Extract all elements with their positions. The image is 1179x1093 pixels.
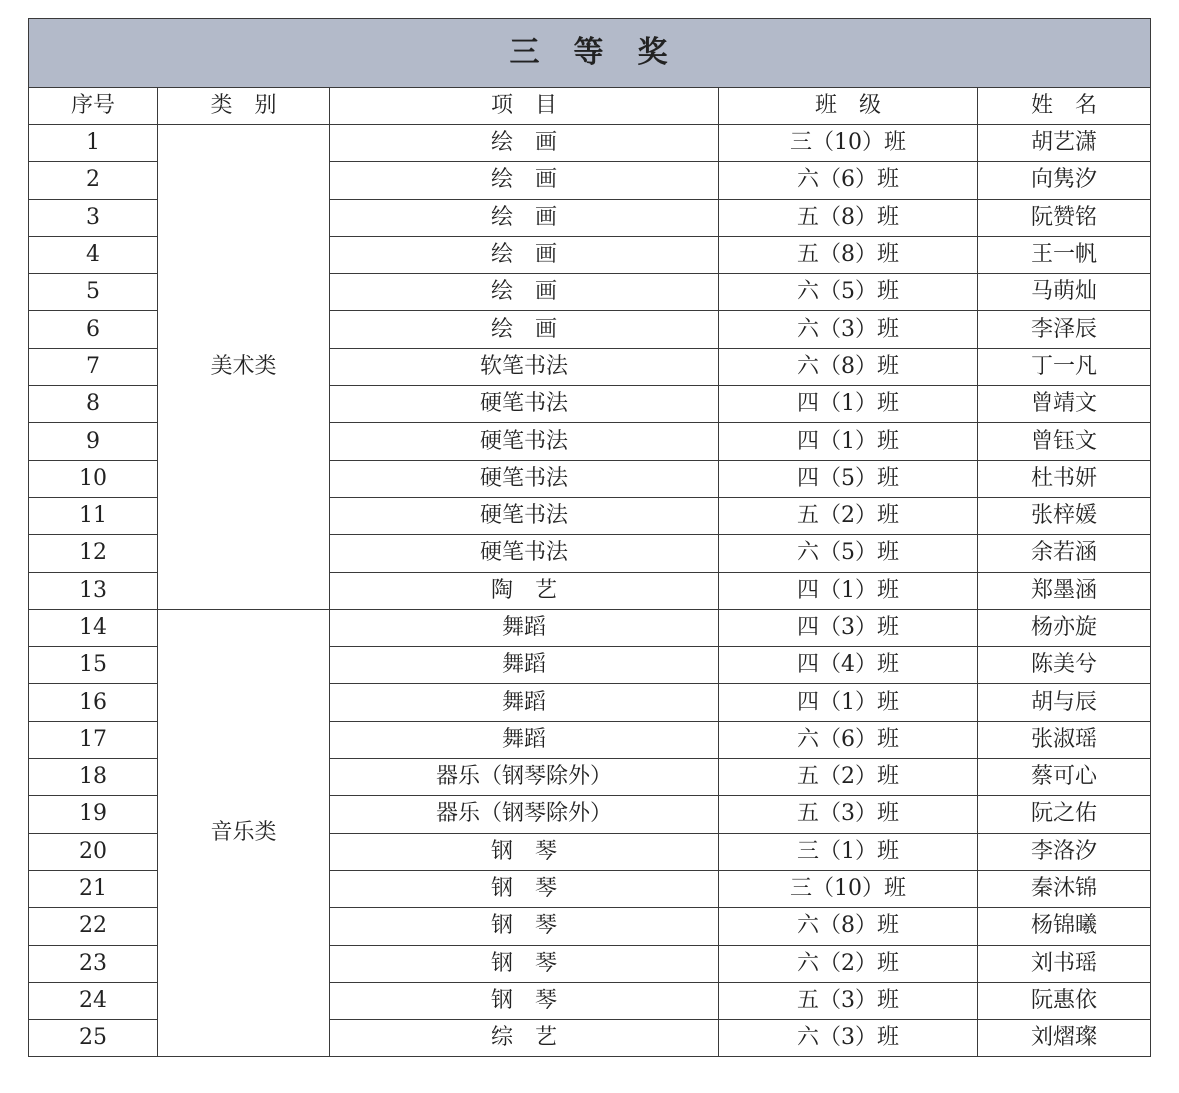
row-class: 三（10）班 [719, 870, 978, 907]
row-project: 硬笔书法 [330, 386, 719, 423]
row-seq: 6 [29, 311, 158, 348]
row-project: 器乐（钢琴除外） [330, 796, 719, 833]
row-class: 四（4）班 [719, 647, 978, 684]
row-seq: 22 [29, 908, 158, 945]
row-name: 张淑瑶 [978, 721, 1151, 758]
row-seq: 5 [29, 274, 158, 311]
row-name: 阮赞铭 [978, 199, 1151, 236]
row-name: 秦沐锦 [978, 870, 1151, 907]
row-seq: 13 [29, 572, 158, 609]
row-class: 六（8）班 [719, 908, 978, 945]
row-seq: 11 [29, 497, 158, 534]
row-project: 绘 画 [330, 162, 719, 199]
table-title: 三 等 奖 [29, 19, 1151, 88]
row-class: 六（6）班 [719, 721, 978, 758]
row-project: 钢 琴 [330, 982, 719, 1019]
row-name: 杜书妍 [978, 460, 1151, 497]
row-name: 李泽辰 [978, 311, 1151, 348]
table-row [29, 125, 1151, 162]
row-project: 舞蹈 [330, 647, 719, 684]
row-seq: 14 [29, 609, 158, 646]
row-name: 曾靖文 [978, 386, 1151, 423]
row-name: 王一帆 [978, 236, 1151, 273]
row-project: 硬笔书法 [330, 497, 719, 534]
row-seq: 8 [29, 386, 158, 423]
row-seq: 7 [29, 348, 158, 385]
row-seq: 23 [29, 945, 158, 982]
row-class: 五（2）班 [719, 759, 978, 796]
row-category: 音乐类 [158, 609, 330, 1057]
row-project: 舞蹈 [330, 721, 719, 758]
row-seq: 9 [29, 423, 158, 460]
row-name: 刘熠璨 [978, 1020, 1151, 1057]
row-class: 六（2）班 [719, 945, 978, 982]
row-class: 三（10）班 [719, 125, 978, 162]
row-class: 四（1）班 [719, 423, 978, 460]
row-seq: 1 [29, 125, 158, 162]
row-seq: 19 [29, 796, 158, 833]
row-name: 张梓媛 [978, 497, 1151, 534]
row-class: 四（1）班 [719, 684, 978, 721]
row-class: 六（3）班 [719, 311, 978, 348]
row-project: 绘 画 [330, 199, 719, 236]
row-seq: 17 [29, 721, 158, 758]
row-project: 钢 琴 [330, 945, 719, 982]
row-name: 李洛汐 [978, 833, 1151, 870]
row-name: 阮之佑 [978, 796, 1151, 833]
row-seq: 20 [29, 833, 158, 870]
row-seq: 15 [29, 647, 158, 684]
row-class: 五（3）班 [719, 796, 978, 833]
header-category: 类 别 [158, 88, 330, 125]
row-project: 硬笔书法 [330, 423, 719, 460]
row-class: 五（8）班 [719, 236, 978, 273]
table-row [29, 609, 1151, 646]
row-name: 杨亦旋 [978, 609, 1151, 646]
row-seq: 10 [29, 460, 158, 497]
header-seq: 序号 [29, 88, 158, 125]
row-project: 陶 艺 [330, 572, 719, 609]
row-seq: 2 [29, 162, 158, 199]
row-name: 杨锦曦 [978, 908, 1151, 945]
header-project: 项 目 [330, 88, 719, 125]
row-class: 五（8）班 [719, 199, 978, 236]
row-project: 软笔书法 [330, 348, 719, 385]
row-name: 余若涵 [978, 535, 1151, 572]
row-class: 三（1）班 [719, 833, 978, 870]
row-seq: 21 [29, 870, 158, 907]
row-name: 蔡可心 [978, 759, 1151, 796]
row-name: 阮惠依 [978, 982, 1151, 1019]
row-name: 马萌灿 [978, 274, 1151, 311]
row-class: 六（6）班 [719, 162, 978, 199]
row-name: 郑墨涵 [978, 572, 1151, 609]
row-project: 舞蹈 [330, 609, 719, 646]
row-project: 钢 琴 [330, 870, 719, 907]
row-project: 绘 画 [330, 274, 719, 311]
row-name: 向隽汐 [978, 162, 1151, 199]
row-project: 绘 画 [330, 311, 719, 348]
row-project: 钢 琴 [330, 908, 719, 945]
row-name: 陈美兮 [978, 647, 1151, 684]
row-project: 舞蹈 [330, 684, 719, 721]
row-name: 胡艺潇 [978, 125, 1151, 162]
row-project: 绘 画 [330, 125, 719, 162]
row-seq: 3 [29, 199, 158, 236]
row-class: 六（8）班 [719, 348, 978, 385]
row-seq: 18 [29, 759, 158, 796]
row-seq: 12 [29, 535, 158, 572]
row-seq: 24 [29, 982, 158, 1019]
row-class: 六（3）班 [719, 1020, 978, 1057]
award-table [28, 18, 1151, 1057]
row-name: 刘书瑶 [978, 945, 1151, 982]
header-class: 班 级 [719, 88, 978, 125]
header-name: 姓 名 [978, 88, 1151, 125]
row-project: 硬笔书法 [330, 460, 719, 497]
row-class: 五（3）班 [719, 982, 978, 1019]
row-project: 综 艺 [330, 1020, 719, 1057]
row-class: 四（1）班 [719, 572, 978, 609]
row-class: 六（5）班 [719, 274, 978, 311]
row-class: 四（3）班 [719, 609, 978, 646]
row-category: 美术类 [158, 125, 330, 610]
row-name: 丁一凡 [978, 348, 1151, 385]
row-class: 六（5）班 [719, 535, 978, 572]
row-project: 器乐（钢琴除外） [330, 759, 719, 796]
row-seq: 16 [29, 684, 158, 721]
row-class: 四（5）班 [719, 460, 978, 497]
row-project: 绘 画 [330, 236, 719, 273]
table-body [29, 125, 1151, 1057]
row-project: 硬笔书法 [330, 535, 719, 572]
row-project: 钢 琴 [330, 833, 719, 870]
row-class: 四（1）班 [719, 386, 978, 423]
title-row [29, 19, 1151, 88]
row-seq: 25 [29, 1020, 158, 1057]
row-name: 胡与辰 [978, 684, 1151, 721]
row-seq: 4 [29, 236, 158, 273]
row-class: 五（2）班 [719, 497, 978, 534]
header-row [29, 88, 1151, 125]
row-name: 曾钰文 [978, 423, 1151, 460]
